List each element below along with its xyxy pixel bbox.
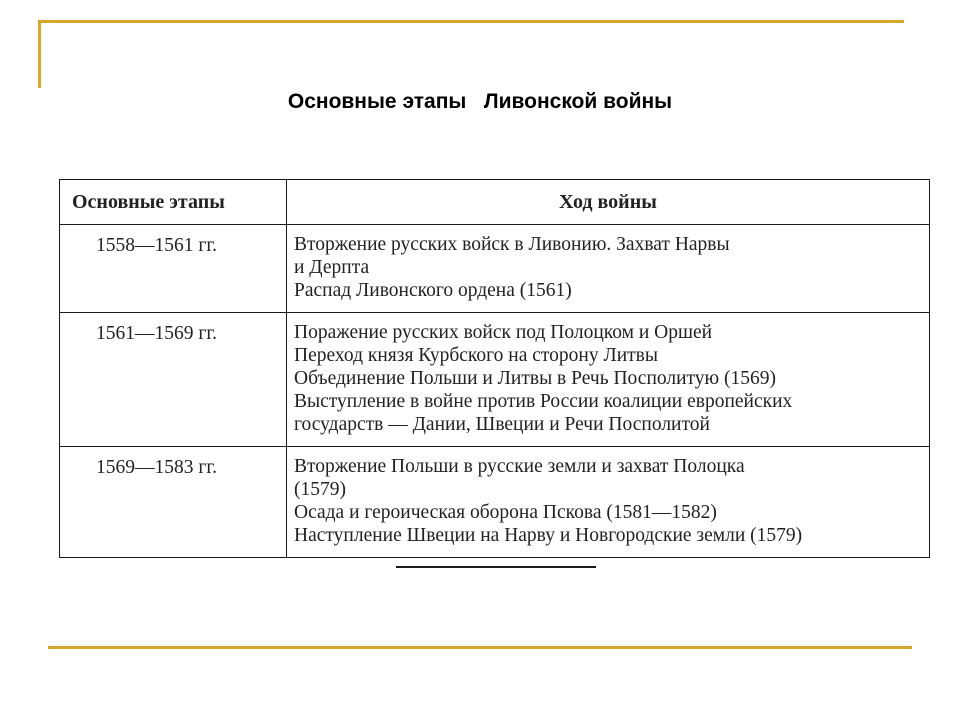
table-row bbox=[60, 313, 930, 447]
event-line: Распад Ливонского ордена (1561) bbox=[294, 280, 572, 301]
frame-bottom-line bbox=[48, 646, 912, 649]
header-course: Ход войны bbox=[287, 180, 930, 225]
table-row bbox=[60, 447, 930, 558]
slide-title: Основные этапы Ливонской войны bbox=[287, 90, 673, 113]
event-line: Объединение Польши и Литвы в Речь Посполитую (1569) bbox=[294, 368, 776, 389]
table-header-row bbox=[60, 180, 930, 225]
stage-period: 1569—1583 гг. bbox=[60, 447, 287, 558]
event-line: Поражение русских войск под Полоцком и Оршей bbox=[294, 322, 713, 343]
event-line: Выступление в войне против России коалиции европейских bbox=[294, 391, 793, 412]
stages-table-container bbox=[59, 179, 930, 558]
table-row bbox=[60, 225, 930, 313]
event-line: (1579) bbox=[294, 479, 346, 500]
stage-period: 1561—1569 гг. bbox=[60, 313, 287, 447]
stages-table bbox=[59, 179, 930, 558]
event-line: Переход князя Курбского на сторону Литвы bbox=[294, 345, 658, 366]
event-line: и Дерпта bbox=[294, 257, 370, 278]
stage-events bbox=[287, 313, 930, 447]
header-stages: Основные этапы bbox=[60, 180, 287, 225]
stage-period: 1558—1561 гг. bbox=[60, 225, 287, 313]
frame-left-line bbox=[38, 20, 41, 88]
stage-events bbox=[287, 225, 930, 313]
frame-top-line bbox=[38, 20, 904, 23]
event-line: государств — Дании, Швеции и Речи Посполитой bbox=[294, 414, 710, 435]
event-line: Наступление Швеции на Нарву и Новгородские земли (1579) bbox=[294, 525, 803, 546]
stage-events bbox=[287, 447, 930, 558]
event-line: Осада и героическая оборона Пскова (1581—1582) bbox=[294, 502, 717, 523]
event-line: Вторжение русских войск в Ливонию. Захват Нарвы bbox=[294, 234, 730, 255]
scan-underline bbox=[396, 566, 596, 568]
event-line: Вторжение Польши в русские земли и захват Полоцка bbox=[294, 456, 745, 477]
